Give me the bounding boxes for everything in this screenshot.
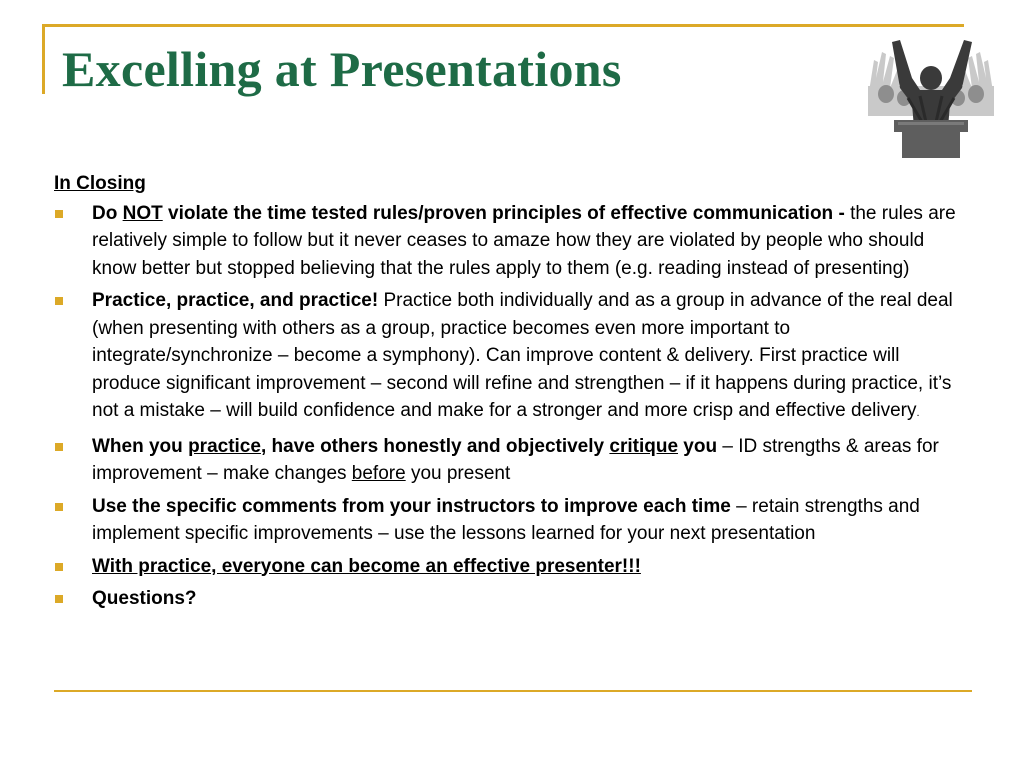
bullet-text: Practice both individually and as a group in advance of the real deal (when presenting with others as a group, practice becomes even more important to integrate/synchronize – become a symphony). Can improve content & delivery. First practice will produce significant improvement – second will refine and strengthen – if it happens during practice, it’s not a mistake – will build confidence and make for a stronger and more crisp and effective delivery [92, 290, 953, 421]
bullet-item [54, 493, 964, 548]
bullet-square-icon [55, 443, 63, 451]
bullet-square-icon [55, 297, 63, 305]
bullet-square-icon [55, 563, 63, 571]
bullet-text-underlined: before [351, 463, 406, 484]
bullet-square-icon [55, 595, 63, 603]
bullet-text-bold: Do [92, 202, 123, 224]
bullet-text-bold: , have others honestly and objectively [260, 435, 610, 457]
bullet-text-emphasis: NOT [122, 202, 163, 224]
bullet-item [54, 433, 964, 488]
speaker-at-podium-icon [868, 38, 994, 164]
title-frame-left-line [42, 24, 45, 94]
bullet-text-bold: Questions? [92, 588, 197, 609]
bullet-square-icon [55, 503, 63, 511]
bullet-text-bold: Practice, practice, and practice! [92, 290, 379, 311]
bullet-text-bold: When you [92, 435, 189, 457]
subheading: In Closing [54, 173, 146, 194]
bullet-text-bold: Use the specific comments from your instructors to improve each time [92, 495, 731, 517]
bullet-text: you present [405, 463, 511, 484]
bullet-square-icon [55, 210, 63, 218]
bullet-text-emphasis: practice [188, 435, 261, 457]
slide-content [54, 170, 964, 618]
bullet-text: the rules are relatively simple to follow but it never ceases to amaze how they are violated by people who should know better but stopped believing that the rules apply to them (e.g. reading instead of presenting) [92, 202, 956, 279]
bullet-text-small: . [916, 407, 920, 419]
bullet-text: – ID strengths & areas for improvement – make changes [92, 435, 939, 484]
bullet-text-emphasis: With practice, everyone can become an effective presenter!!! [92, 555, 641, 577]
bullet-text-emphasis: critique [609, 435, 679, 457]
slide-title: Excelling at Presentations [62, 41, 622, 97]
bullet-text-bold: violate the time tested rules/proven principles of effective communication - [162, 202, 851, 224]
bullet-item [54, 585, 964, 613]
bottom-divider [54, 690, 972, 692]
bullet-item [54, 287, 964, 428]
title-frame-top-line [42, 24, 964, 27]
bullet-list [54, 200, 964, 613]
bullet-item [54, 553, 964, 581]
bullet-item [54, 200, 964, 283]
bullet-text-bold: you [678, 435, 718, 457]
bullet-text: – retain strengths and implement specific improvements – use the lessons learned for your next presentation [92, 495, 920, 544]
